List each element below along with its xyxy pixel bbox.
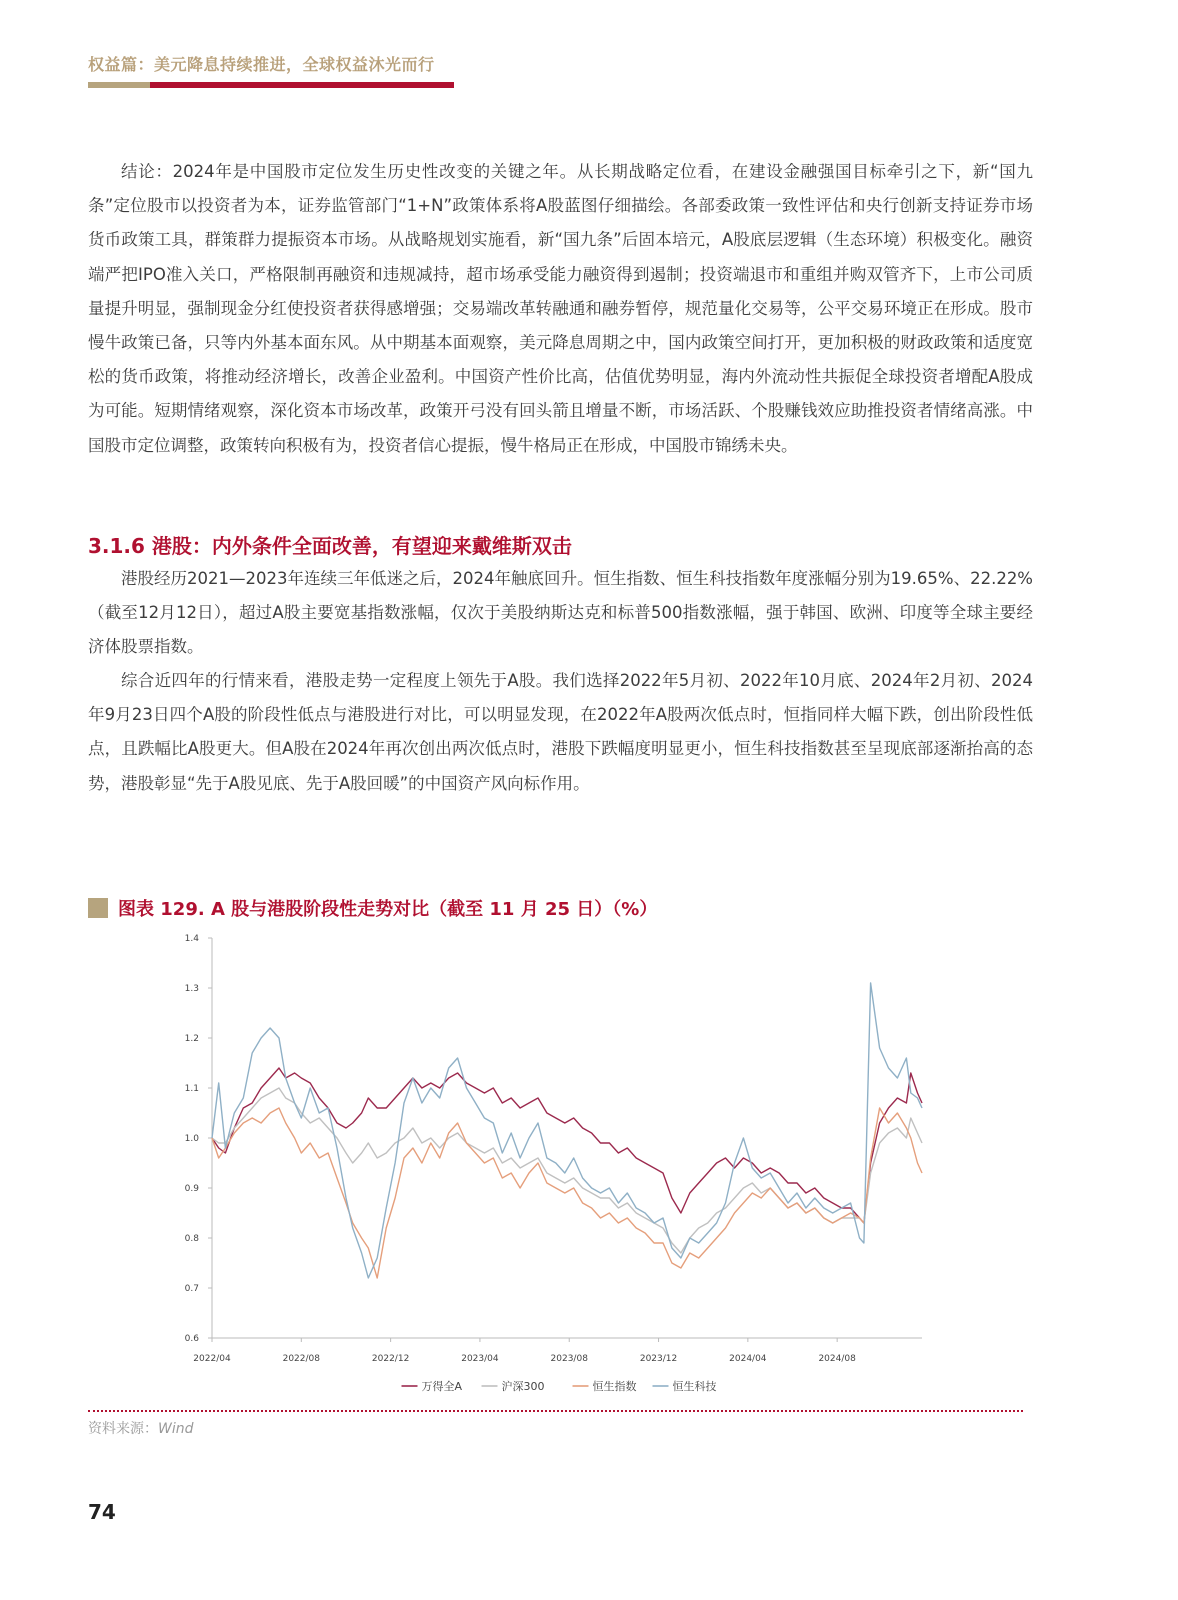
x-tick-label: 2023/08: [550, 1354, 588, 1364]
legend-label-2: 沪深300: [501, 1380, 545, 1393]
x-tick-label: 2023/12: [639, 1354, 678, 1364]
legend-label-4: 恒生科技: [672, 1380, 717, 1393]
source-value: Wind: [158, 1421, 194, 1437]
series-line-4: [212, 983, 922, 1278]
running-header-title: 权益篇：美元降息持续推进，全球权益沐光而行: [88, 55, 435, 74]
header-rule-gold: [88, 82, 150, 88]
y-tick-label: 1.3: [184, 984, 199, 994]
figure-title: 图表 129. A 股与港股阶段性走势对比（截至 11 月 25 日）（%）: [118, 899, 658, 920]
series-line-3: [212, 1108, 922, 1278]
y-tick-label: 0.8: [184, 1234, 199, 1244]
source-note: [88, 1418, 194, 1438]
y-tick-label: 0.7: [184, 1284, 199, 1294]
header-rule: [88, 82, 454, 88]
figure-marker-square: [88, 898, 108, 918]
hk-stock-paragraph-2: 综合近四年的行情来看，港股走势一定程度上领先于A股。我们选择2022年5月初、2022年10月底、2024年2月初、2024年9月23日四个A股的阶段性低点与港股进行对比，可以明显发现，在2022年A股两次低点时，恒指同样大幅下跌，创出阶段性低点，且跌幅比A股更大。但A股在2024年再次创出两次低点时，港股下跌幅度明显更小，恒生科技指数甚至呈现底部逐渐抬高的态势，港股彰显“先于A股见底、先于A股回暖”的中国资产风向标作用。: [88, 671, 1033, 793]
section-heading: 3.1.6 港股：内外条件全面改善，有望迎来戴维斯双击: [88, 534, 572, 558]
y-tick-label: 0.9: [184, 1184, 199, 1194]
source-divider: [88, 1410, 1023, 1412]
source-label: 资料来源：: [88, 1421, 158, 1437]
header-rule-red: [150, 82, 454, 88]
y-tick-label: 1.1: [184, 1084, 199, 1094]
conclusion-paragraph: 结论：2024年是中国股市定位发生历史性改变的关键之年。从长期战略定位看，在建设金融强国目标牵引之下，新“国九条”定位股市以投资者为本，证券监管部门“1+N”政策体系将A股蓝图仔细描绘。各部委政策一致性评估和央行创新支持证券市场货币政策工具，群策群力提振资本市场。从战略规划实施看，新“国九条”后固本培元，A股底层逻辑（生态环境）积极变化。融资端严把IPO准入关口，严格限制再融资和违规减持，超市场承受能力融资得到遏制；投资端退市和重组并购双管齐下，上市公司质量提升明显，强制现金分红使投资者获得感增强；交易端改革转融通和融券暂停，规范量化交易等，公平交易环境正在形成。股市慢牛政策已备，只等内外基本面东风。从中期基本面观察，美元降息周期之中，国内政策空间打开，更加积极的财政政策和适度宽松的货币政策，将推动经济增长，改善企业盈利。中国资产性价比高，估值优势明显，海内外流动性共振促全球投资者增配A股成为可能。短期情绪观察，深化资本市场改革，政策开弓没有回头箭且增量不断，市场活跃、个股赚钱效应助推投资者情绪高涨。中国股市定位调整，政策转向积极有为，投资者信心提振，慢牛格局正在形成，中国股市锦绣未央。: [88, 162, 1033, 455]
x-tick-label: 2022/08: [282, 1354, 321, 1364]
running-header: [88, 52, 435, 75]
y-tick-label: 0.6: [184, 1334, 199, 1344]
page-number: 74: [88, 1500, 116, 1524]
line-chart: [170, 925, 950, 1405]
x-tick-label: 2022/12: [371, 1354, 410, 1364]
legend-label-1: 万得全A: [421, 1380, 463, 1393]
y-tick-label: 1.4: [184, 934, 199, 944]
x-tick-label: 2022/04: [193, 1354, 231, 1364]
legend-label-3: 恒生指数: [592, 1380, 637, 1393]
x-tick-label: 2024/08: [818, 1354, 856, 1364]
x-tick-label: 2024/04: [729, 1354, 767, 1364]
y-tick-label: 1.0: [184, 1134, 199, 1144]
y-tick-label: 1.2: [184, 1034, 199, 1044]
x-tick-label: 2023/04: [461, 1354, 499, 1364]
figure-title-block: [88, 895, 657, 921]
hk-stock-paragraph-1: 港股经历2021—2023年连续三年低迷之后，2024年触底回升。恒生指数、恒生科技指数年度涨幅分别为19.65%、22.22%（截至12月12日），超过A股主要宽基指数涨幅，仅次于美股纳斯达克和标普500指数涨幅，强于韩国、欧洲、印度等全球主要经济体股票指数。: [88, 569, 1033, 657]
